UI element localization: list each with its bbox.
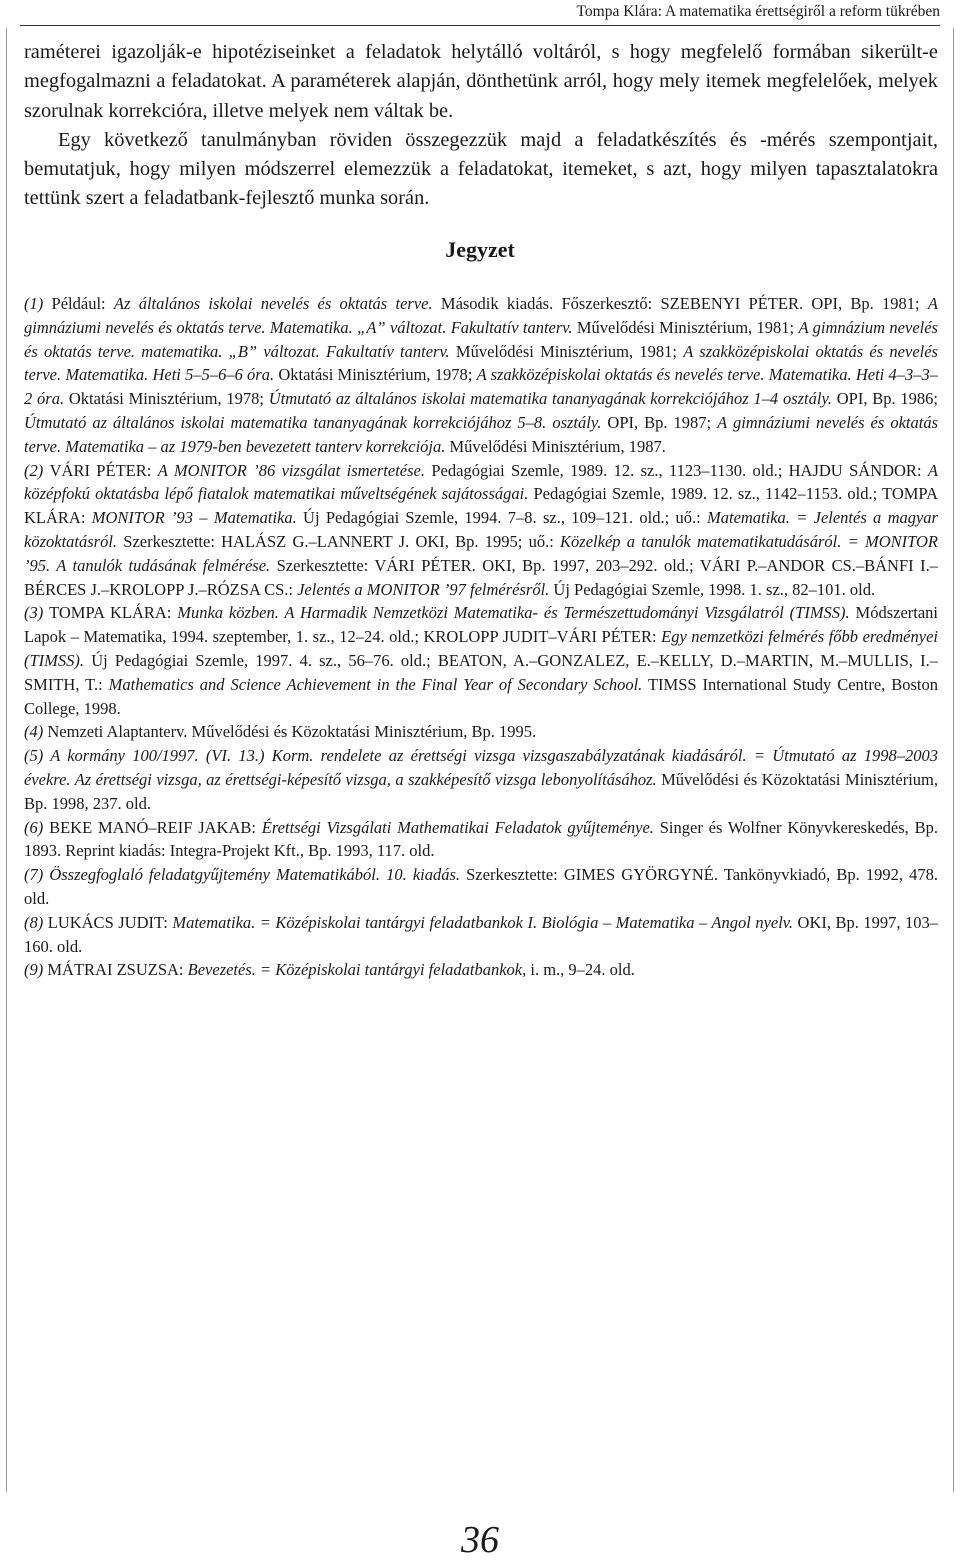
footnote-segment: (4) — [24, 722, 48, 742]
footnote-segment: Művelődési és Közoktatási Minisztérium, Bp. 1998, 237. old. — [24, 769, 939, 813]
footnote — [24, 911, 938, 959]
footnote-segment: Új Pedagógiai Szemle, 1998. 1. sz., 82–101. old. — [549, 579, 876, 599]
footnote-segment: Oktatási Minisztérium, 1978; — [64, 389, 269, 409]
footnote-segment: Matematika. = Középiskolai tantárgyi feladatbankok I. Biológia – Matematika – Angol nyelv. — [172, 912, 794, 932]
footnote-segment: (9) — [24, 960, 48, 980]
footnote — [24, 744, 938, 815]
footnote — [24, 601, 938, 720]
footnote-segment: A gimnáziumi nevelés és oktatás terve. Matematika. „A” változat. Fakultatív tanterv. — [24, 294, 939, 337]
footnote-segment: Szerkesztette: VÁRI PÉTER. OKI, Bp. 1997, 203–292. old.; VÁRI P.–ANDOR CS.–BÁNFI I.–BÉRCES J.–KROLOPP J.–RÓZSA CS.: — [24, 555, 938, 599]
footnote-segment: (5) A kormány 100/1997. (VI. 13.) Korm. rendelete az érettségi vizsga vizsgaszabályzatának kiadásáról. = Útmutató az 1998–2003 évekre. Az érettségi vizsga, az érettségi-képesítő vizsga, a szakképesítő vizsga lebonyolításához. — [24, 746, 938, 789]
footnote — [24, 958, 938, 982]
footnote-segment: Szerkesztette: GIMES GYÖRGYNÉ. Tankönyvkiadó, Bp. 1992, 478. old. — [24, 865, 938, 908]
footnote-segment: (8) — [24, 912, 48, 932]
footnote-segment: (1) — [24, 294, 52, 313]
body-paragraph: Egy következő tanulmányban röviden összegezzük majd a feladatkészítés és -mérés szempontjait, bemutatjuk, hogy milyen módszerrel elemezzük a feladatokat, itemeket, s azt, hogy milyen tapasztalatokra tettünk szert a feladatbank-fejlesztő munka során. — [24, 128, 938, 210]
footnote-segment: VÁRI PÉTER: — [49, 460, 158, 480]
footnote — [24, 459, 938, 602]
footnote-segment: Művelődési Minisztérium, 1981; — [572, 317, 799, 337]
footnote-segment: A gimnáziumi nevelés és oktatás terve. Matematika – az 1979-ben bevezetett tanterv korrekciója. — [24, 412, 938, 456]
footnote-segment: TOMPA KLÁRA: — [49, 603, 178, 623]
footnote-segment: A MONITOR ’86 vizsgálat ismertetése. — [157, 460, 425, 480]
footnote-segment: TIMSS International Study Centre, Boston College, 1998. — [24, 674, 939, 718]
footnote-segment: A szakközépiskolai oktatás és nevelés terve. Matematika. Heti 4–3–3–2 óra. — [24, 365, 938, 409]
footnote-segment: LUKÁCS JUDIT: — [47, 912, 173, 932]
footnote-segment: Közelkép a tanulók matematikatudásáról. = MONITOR ’95. A tanulók tudásának felmérése. — [24, 531, 938, 575]
footnote-segment: OKI, Bp. 1997, 103–160. old. — [24, 912, 938, 956]
footnote-segment: Művelődési Minisztérium, 1981; — [449, 341, 684, 361]
footnote-segment: (7) Összegfoglaló feladatgyűjtemény Matematikából. 10. kiadás. — [24, 865, 461, 885]
body-text — [24, 38, 938, 214]
footnote-segment: Második kiadás. Főszerkesztő: SZEBENYI PÉTER. OPI, Bp. 1981; — [432, 294, 928, 313]
footnote-segment: Az általános iskolai nevelés és oktatás terve. — [113, 294, 433, 313]
footnote-segment: Módszertani Lapok – Matematika, 1994. szeptember, 1. sz., 12–24. old.; KROLOPP JUDIT–VÁRI PÉTER: — [24, 603, 939, 647]
footnote-segment: Új Pedagógiai Szemle, 1994. 7–8. sz., 109–121. old.; uő.: — [296, 508, 707, 528]
footnote-segment: OPI, Bp. 1987; — [601, 412, 718, 432]
footnote-segment: BEKE MANÓ–REIF JAKAB: — [49, 817, 262, 837]
footnote-segment: Nemzeti Alaptanterv. Művelődési és Közoktatási Minisztérium, Bp. 1995. — [47, 722, 537, 742]
footnote — [24, 863, 938, 911]
footnote-segment: Singer és Wolfner Könyvkereskedés, Bp. 1893. Reprint kiadás: Integra-Projekt Kft., Bp. 1993, 117. old. — [24, 817, 938, 861]
footnote-segment: , i. m., 9–24. old. — [522, 960, 635, 980]
footnote-segment: (3) — [24, 603, 50, 623]
footnote-segment: Munka közben. A Harmadik Nemzetközi Matematika- és Természettudományi Vizsgálatról (TIMSS). — [177, 603, 850, 623]
footnote — [24, 816, 938, 864]
footnote-segment: A középfokú oktatásba lépő fiatalok matematikai műveltségének sajátosságai. — [24, 460, 938, 504]
notes-list — [24, 292, 938, 982]
footnote-segment: Mathematics and Science Achievement in the Final Year of Secondary School. — [108, 674, 643, 694]
body-paragraph: raméterei igazolják-e hipotéziseinket a feladatok helytálló voltáról, s hogy megfelelő formában sikerült-e megfogalmazni a feladatokat. A paraméterek alapján, dönthetünk arról, hogy mely itemek megfelelőek, melyek szorulnak korrekcióra, illetve melyek nem váltak be. — [24, 41, 938, 122]
footnote-segment: Matematika. = Jelentés a magyar közoktatásról. — [24, 508, 938, 551]
header-rule — [20, 25, 940, 26]
footnote-segment: Szerkesztette: HALÁSZ G.–LANNERT J. OKI, Bp. 1995; uő.: — [117, 531, 561, 551]
footnote-segment: Jelentés a MONITOR ’97 felmérésről. — [297, 579, 550, 599]
footnote-segment: Érettségi Vizsgálati Mathematikai Feladatok gyűjteménye. — [261, 817, 654, 837]
running-header: Tompa Klára: A matematika érettségiről a reform tükrében — [576, 3, 940, 20]
footnote-segment: Egy nemzetközi felmérés főbb eredményei (TIMSS). — [24, 627, 938, 670]
footnote-segment: Például: — [51, 294, 114, 313]
footnote-segment: MONITOR ’93 – Matematika. — [91, 508, 297, 528]
footnote — [24, 720, 938, 744]
footnote-segment: MÁTRAI ZSUZSA: — [47, 960, 188, 980]
footnote-segment: Művelődési Minisztérium, 1987. — [445, 436, 666, 456]
footnote-segment: (2) — [24, 460, 50, 480]
footnote-segment: (6) — [24, 817, 50, 837]
footnote-segment: Új Pedagógiai Szemle, 1997. 4. sz., 56–76. old.; BEATON, A.–GONZALEZ, E.–KELLY, D.–MARTIN, M.–MULLIS, I.–SMITH, T.: — [24, 650, 938, 694]
page-number: 36 — [461, 1519, 499, 1561]
footnote — [24, 292, 938, 459]
footnote-segment: Útmutató az általános iskolai matematika tananyagának korrekciójához 5–8. osztály. — [24, 412, 602, 432]
footnote-segment: Pedagógiai Szemle, 1989. 12. sz., 1123–1130. old.; HAJDU SÁNDOR: — [425, 460, 928, 480]
notes-heading: Jegyzet — [445, 237, 515, 262]
footnote-segment: OPI, Bp. 1986; — [832, 389, 938, 409]
footnote-segment: Útmutató az általános iskolai matematika tananyagának korrekciójához 1–4 osztály. — [268, 389, 832, 409]
footnote-segment: Bevezetés. = Középiskolai tantárgyi feladatbankok — [187, 960, 523, 980]
footnote-segment: A gimnázium nevelés és oktatás terve. matematika. „B” változat. Fakultatív tanterv. — [24, 317, 938, 361]
footnote-segment: Oktatási Minisztérium, 1978; — [274, 365, 477, 385]
footnote-segment: A szakközépiskolai oktatás és nevelés terve. Matematika. Heti 5–5–6–6 óra. — [24, 341, 938, 385]
footnote-segment: Pedagógiai Szemle, 1989. 12. sz., 1142–1153. old.; TOMPA KLÁRA: — [24, 484, 938, 528]
